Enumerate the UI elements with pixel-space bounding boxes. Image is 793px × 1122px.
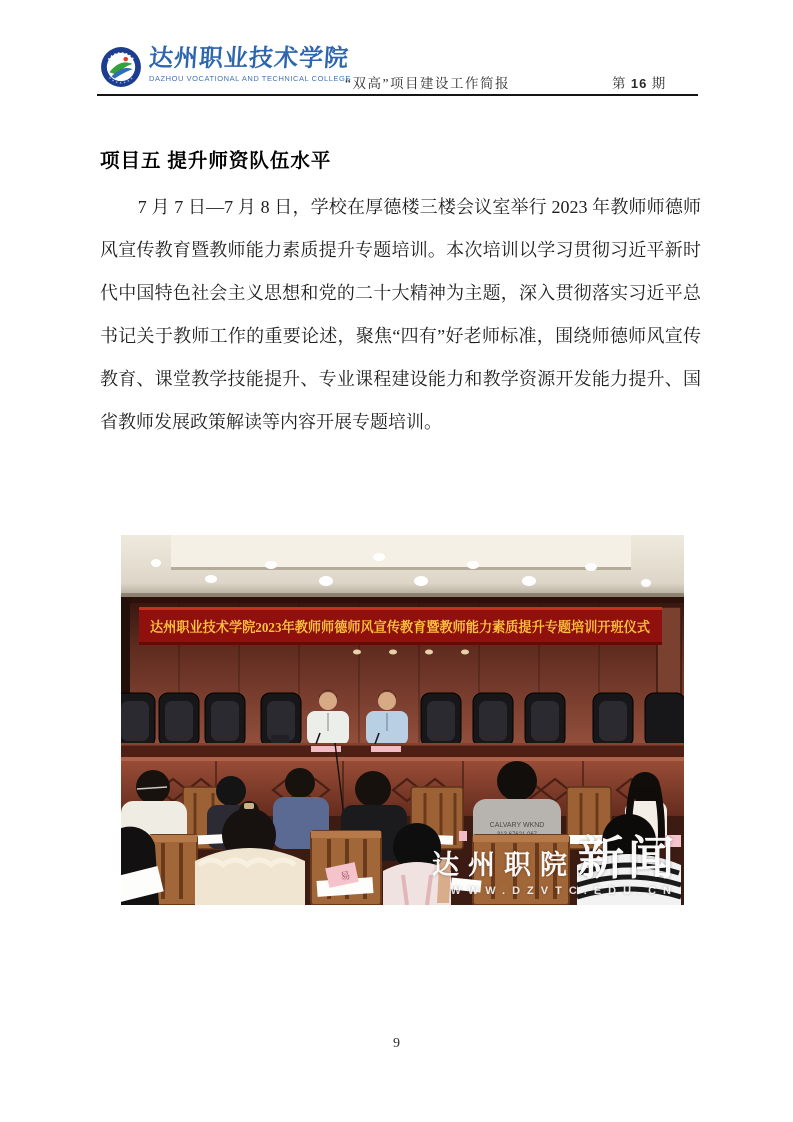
photo-banner-text: 达州职业技术学院2023年教师师德师风宣传教育暨教师能力素质提升专题培训开班仪式 [150,621,682,636]
issue-value: 16 [630,76,648,91]
college-emblem-icon [100,46,142,88]
college-name-zh: 达州职业技术学院 [148,46,350,72]
college-logo [100,46,351,88]
watermark-text-small: 达州职院 [432,850,576,880]
photo-led-banner [139,607,682,645]
svg-text:易: 易 [339,870,352,884]
photo-ceiling [121,535,684,599]
photo-watermark [432,833,678,897]
bulletin-title: “双高”项目建设工作简报 [345,76,510,91]
issue-suffix: 期 [651,76,667,91]
issue-prefix: 第 [612,76,627,91]
header-divider [97,94,698,96]
article-paragraph: 7 月 7 日—7 月 8 日，学校在厚德楼三楼会议室举行 2023 年教师师德师风宣传教育暨教师能力素质提升专题培训。本次培训以学习贯彻习近平新时代中国特色社会主义思想和党的二十大精神为主题，深入贯彻落实习近平总书记关于教师工作的重要论述，聚焦“四有”好老师标准，围绕师德师风宣传教育、课堂教学技能提升、专业课程建设能力和教学资源开发能力提升、国省教师发展政策解读等内容开展专题培训。 [100,197,701,432]
college-name-en: DAZHOU VOCATIONAL AND TECHNICAL COLLEGE [149,74,351,83]
section-title: 项目五 提升师资队伍水平 [100,151,332,172]
watermark-text-big: 新闻 [578,833,678,884]
issue-number [612,72,666,92]
svg-text:CALVARY WKND: CALVARY WKND [489,822,545,829]
meeting-photo [121,535,684,905]
college-name-block [149,46,351,83]
page-number: 9 [393,1036,400,1051]
watermark-url: WWW.DZVTC.EDU.CN [450,885,678,897]
